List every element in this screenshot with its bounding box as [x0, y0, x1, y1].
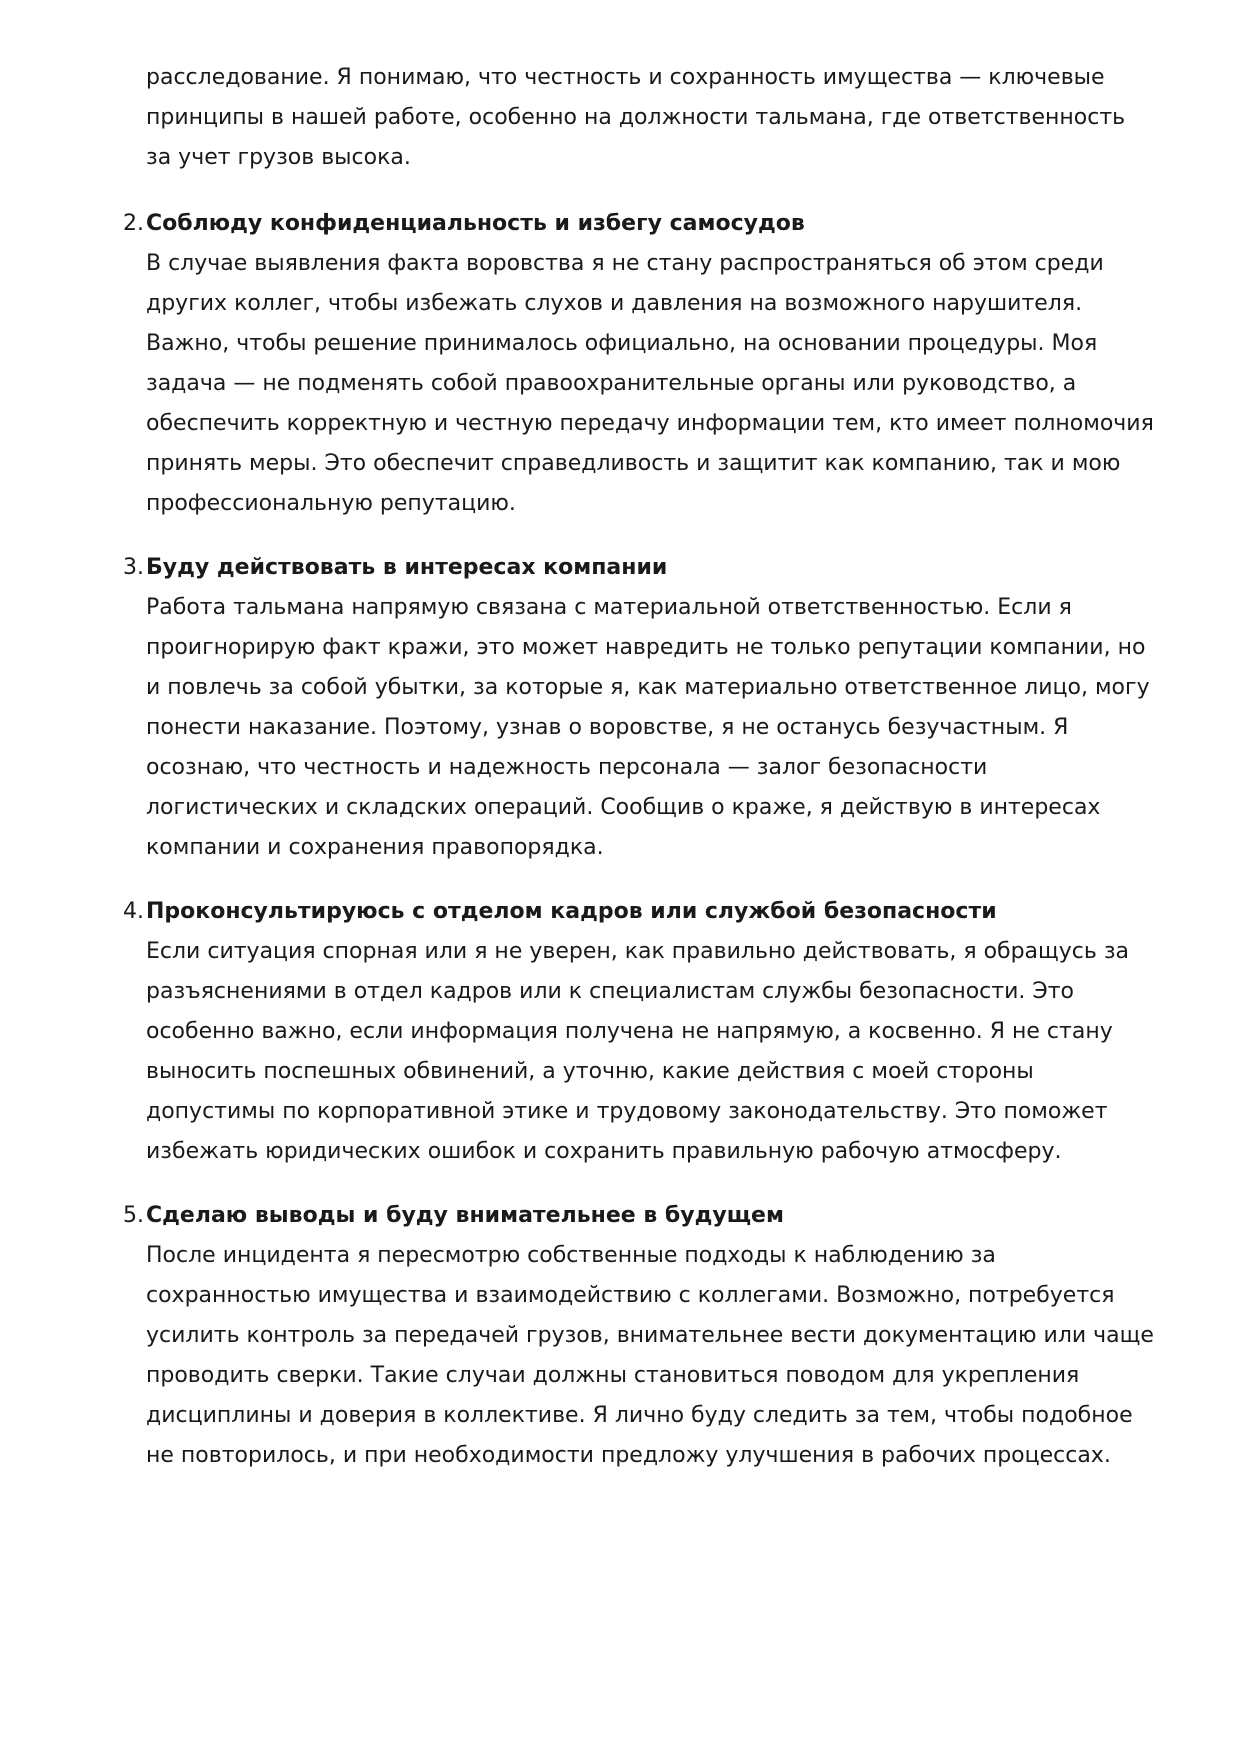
item-title: Сделаю выводы и буду внимательнее в будущем [146, 1203, 784, 1228]
item-title: Проконсультируюсь с отделом кадров или службой безопасности [146, 899, 997, 924]
list-item [123, 204, 1156, 524]
list-item [123, 1196, 1156, 1476]
list-item [123, 548, 1156, 868]
item-text: В случае выявления факта воровства я не стану распространяться об этом среди других коллег, чтобы избежать слухов и давления на возможного нарушителя. Важно, чтобы решение принималось официально, на основании процедуры. Моя задача — не подменять собой правоохранительные органы или руководство, а обеспечить корректную и честную передачу информации тем, кто имеет полномочия принять меры. Это обеспечит справедливость и защитит как компанию, так и мою профессиональную репутацию. [146, 251, 1154, 516]
item-text: Работа тальмана напрямую связана с материальной ответственностью. Если я проигнорирую факт кражи, это может навредить не только репутации компании, но и повлечь за собой убытки, за которые я, как материально ответственное лицо, могу понести наказание. Поэтому, узнав о воровстве, я не останусь безучастным. Я осознаю, что честность и надежность персонала — залог безопасности логистических и складских операций. Сообщив о краже, я действую в интересах компании и сохранения правопорядка. [146, 595, 1150, 860]
item-text: После инцидента я пересмотрю собственные подходы к наблюдению за сохранностью имущества и взаимодействию с коллегами. Возможно, потребуется усилить контроль за передачей грузов, внимательнее вести документацию или чаще проводить сверки. Такие случаи должны становиться поводом для укрепления дисциплины и доверия в коллективе. Я лично буду следить за тем, чтобы подобное не повторилось, и при необходимости предложу улучшения в рабочих процессах. [146, 1243, 1154, 1468]
item-number: 3. [123, 555, 144, 580]
item-text: Если ситуация спорная или я не уверен, как правильно действовать, я обращусь за разъяснениями в отдел кадров или к специалистам службы безопасности. Это особенно важно, если информация получена не напрямую, а косвенно. Я не стану выносить поспешных обвинений, а уточню, какие действия с моей стороны допустимы по корпоративной этике и трудовому законодательству. Это поможет избежать юридических ошибок и сохранить правильную рабочую атмосферу. [146, 939, 1130, 1164]
item-number: 2. [123, 211, 144, 236]
item-number: 5. [123, 1203, 144, 1228]
item-number: 4. [123, 899, 144, 924]
continuation-paragraph: расследование. Я понимаю, что честность и сохранность имущества — ключевые принципы в нашей работе, особенно на должности тальмана, где ответственность за учет грузов высока. [146, 65, 1126, 170]
list-item [123, 892, 1156, 1172]
item-title: Буду действовать в интересах компании [146, 555, 668, 580]
item-title: Соблюду конфиденциальность и избегу самосудов [146, 211, 805, 236]
